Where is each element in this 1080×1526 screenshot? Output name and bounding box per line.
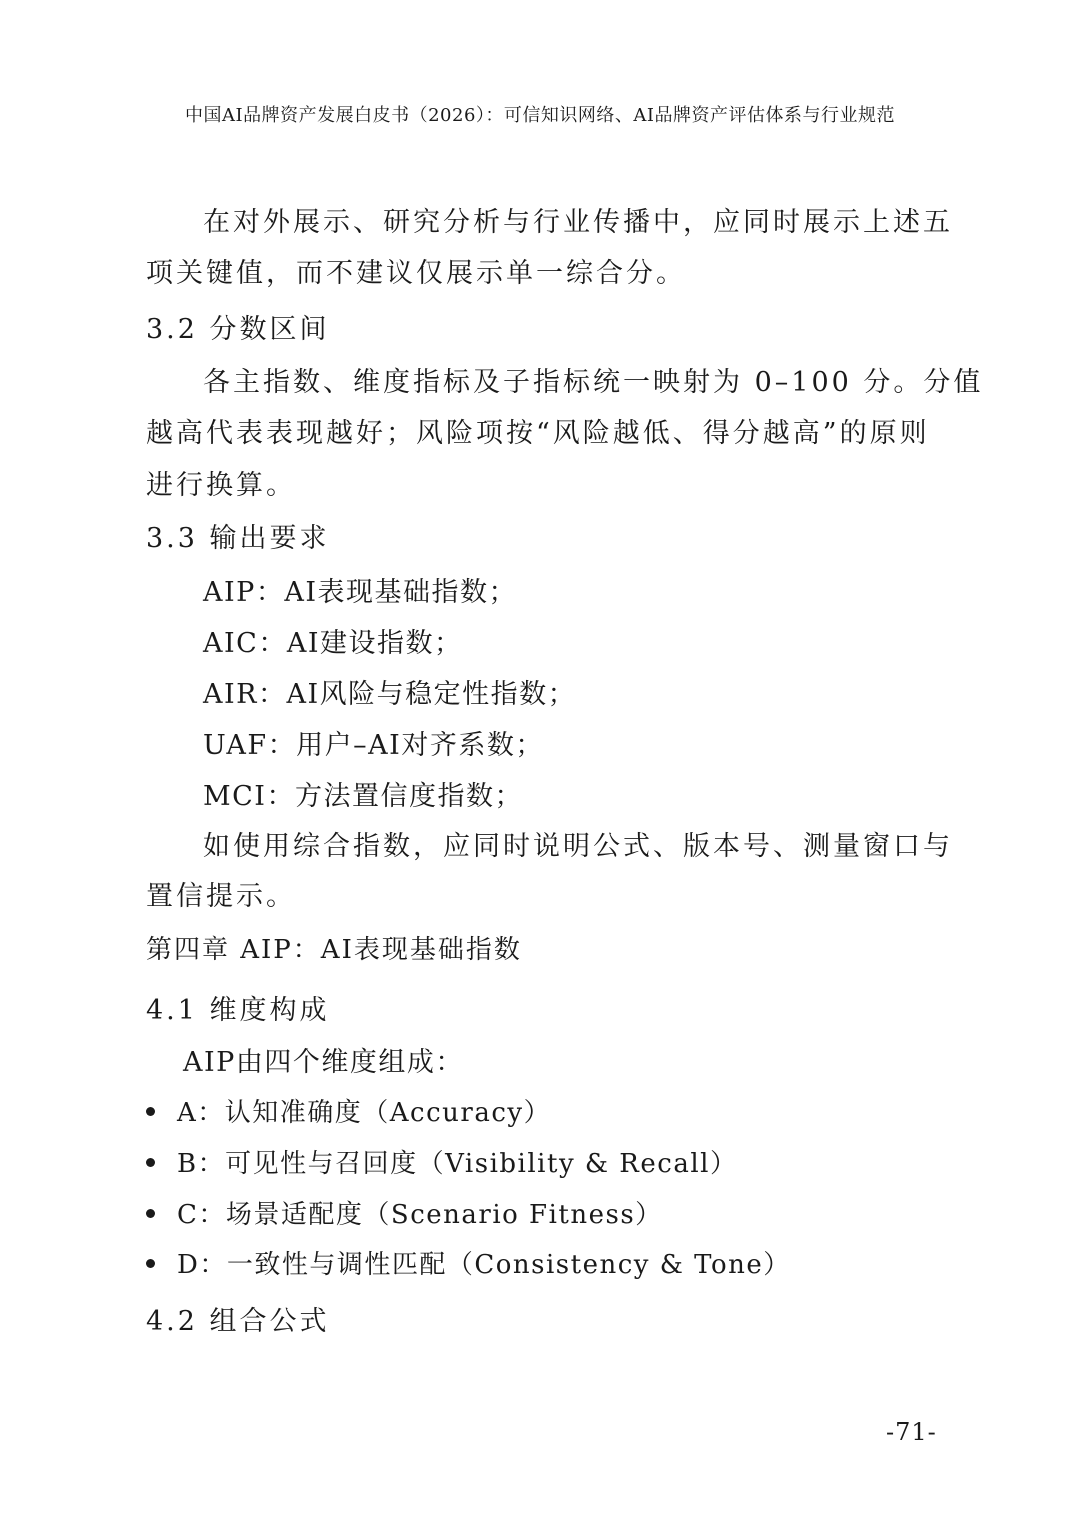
section-heading-4-1: 4.1 维度构成	[146, 995, 330, 1026]
paragraph-line: 在对外展示、研究分析与行业传播中，应同时展示上述五	[203, 207, 953, 238]
dimension-a: A：认知准确度（Accuracy）	[177, 1098, 552, 1128]
bullet-icon	[146, 1259, 155, 1268]
list-item	[146, 1202, 663, 1228]
paragraph-line: 项关键值，而不建议仅展示单一综合分。	[146, 258, 686, 289]
output-item-air: AIR：AI风险与稳定性指数；	[203, 679, 577, 710]
section-heading-3-3: 3.3 输出要求	[146, 523, 330, 554]
chapter-heading: 第四章 AIP：AI表现基础指数	[146, 935, 522, 965]
section-heading-4-2: 4.2 组合公式	[146, 1306, 330, 1337]
paragraph-line: 越高代表表现越好；风险项按“风险越低、得分越高”的原则	[146, 418, 930, 449]
paragraph-line: 各主指数、维度指标及子指标统一映射为 0–100 分。分值	[203, 367, 984, 398]
page-number: -71-	[886, 1418, 937, 1446]
bullet-icon	[146, 1209, 155, 1218]
dimension-c: C：场景适配度（Scenario Fitness）	[177, 1200, 663, 1230]
output-item-aic: AIC：AI建设指数；	[203, 628, 463, 659]
list-item	[146, 1100, 551, 1126]
list-item	[146, 1252, 791, 1278]
bullet-icon	[146, 1107, 155, 1116]
bullet-icon	[146, 1158, 155, 1167]
output-item-mci: MCI：方法置信度指数；	[203, 781, 523, 812]
paragraph-line: 如使用综合指数，应同时说明公式、版本号、测量窗口与	[203, 831, 953, 862]
section-heading-3-2: 3.2 分数区间	[146, 314, 330, 345]
output-item-aip: AIP：AI表现基础指数；	[203, 577, 517, 608]
dimension-b: B：可见性与召回度（Visibility & Recall）	[177, 1149, 738, 1179]
output-item-uaf: UAF：用户–AI对齐系数；	[203, 730, 544, 761]
paragraph-line: 进行换算。	[146, 470, 296, 501]
paragraph-line: 置信提示。	[146, 881, 296, 912]
dimension-intro: AIP由四个维度组成：	[183, 1047, 464, 1078]
list-item	[146, 1151, 737, 1177]
dimension-d: D：一致性与调性匹配（Consistency & Tone）	[177, 1250, 791, 1280]
page-header: 中国AI品牌资产发展白皮书（2026）：可信知识网络、AI品牌资产评估体系与行业规范	[184, 105, 896, 126]
